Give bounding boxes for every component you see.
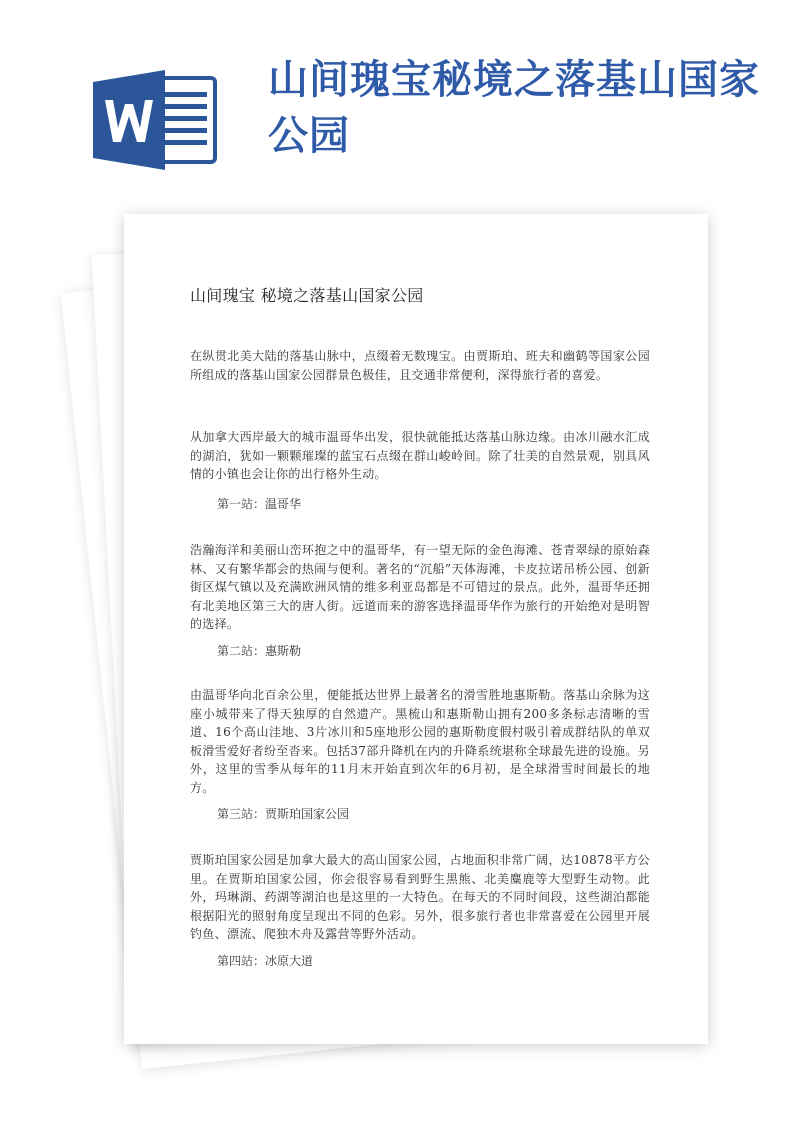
intro-paragraph-1: 在纵贯北美大陆的落基山脉中，点缀着无数瑰宝。由贾斯珀、班夫和幽鹤等国家公园所组成的落基山国家公园群景色极佳，且交通非常便利，深得旅行者的喜爱。	[190, 349, 650, 382]
section-heading-vancouver: 第一站：温哥华	[217, 497, 302, 511]
section-paragraph-vancouver: 浩瀚海洋和美丽山峦环抱之中的温哥华，有一望无际的金色海滩、苍青翠绿的原始森林、又有繁华都会的热闹与便利。著名的“沉船”天体海滩，卡皮拉诺吊桥公园、创新街区煤气镇以及充满欧洲风情的维多利亚岛都是不可错过的景点。此外，温哥华还拥有北美地区第三大的唐人街。远道而来的游客选择温哥华作为旅行的开始绝对是明智的选择。	[190, 543, 650, 631]
word-icon	[93, 70, 218, 170]
section-paragraph-whistler: 由温哥华向北百余公里，便能抵达世界上最著名的滑雪胜地惠斯勒。落基山余脉为这座小城带来了得天独厚的自然遗产。黑梳山和惠斯勒山拥有200多条标志清晰的雪道、16个高山洼地、3片冰川和5座地形公园的惠斯勒度假村吸引着成群结队的单双板滑雪爱好者纷至沓来。包括37部升降机在内的升降系统堪称全球最先进的设施。另外，这里的雪季从每年的11月末开始直到次年的6月初，是全球滑雪时间最长的地方。	[190, 688, 650, 795]
intro-paragraph-2: 从加拿大西岸最大的城市温哥华出发，很快就能抵达落基山脉边缘。由冰川融水汇成的湖泊，犹如一颗颗璀璨的蓝宝石点缀在群山峻岭间。除了壮美的自然景观，别具风情的小镇也会让你的出行格外生动。	[190, 430, 650, 481]
section-heading-jasper: 第三站：贾斯珀国家公园	[217, 807, 350, 821]
document-title: 山间瑰宝 秘境之落基山国家公园	[190, 286, 424, 305]
section-heading-icefields: 第四站：冰原大道	[217, 954, 314, 968]
banner-title: 山间瑰宝秘境之落基山国家公园	[268, 57, 760, 159]
section-heading-whistler: 第二站：惠斯勒	[217, 644, 302, 658]
section-paragraph-jasper: 贾斯珀国家公园是加拿大最大的高山国家公园，占地面积非常广阔，达10878平方公里。在贾斯珀国家公园，你会很容易看到野生黑熊、北美麋鹿等大型野生动物。此外，玛琳湖、药湖等湖泊也是这里的一大特色。在每天的不同时间段，这些湖泊都能根据阳光的照射角度呈现出不同的色彩。另外，很多旅行者也非常喜爱在公园里开展钓鱼、漂流、爬独木舟及露营等野外活动。	[190, 853, 650, 941]
